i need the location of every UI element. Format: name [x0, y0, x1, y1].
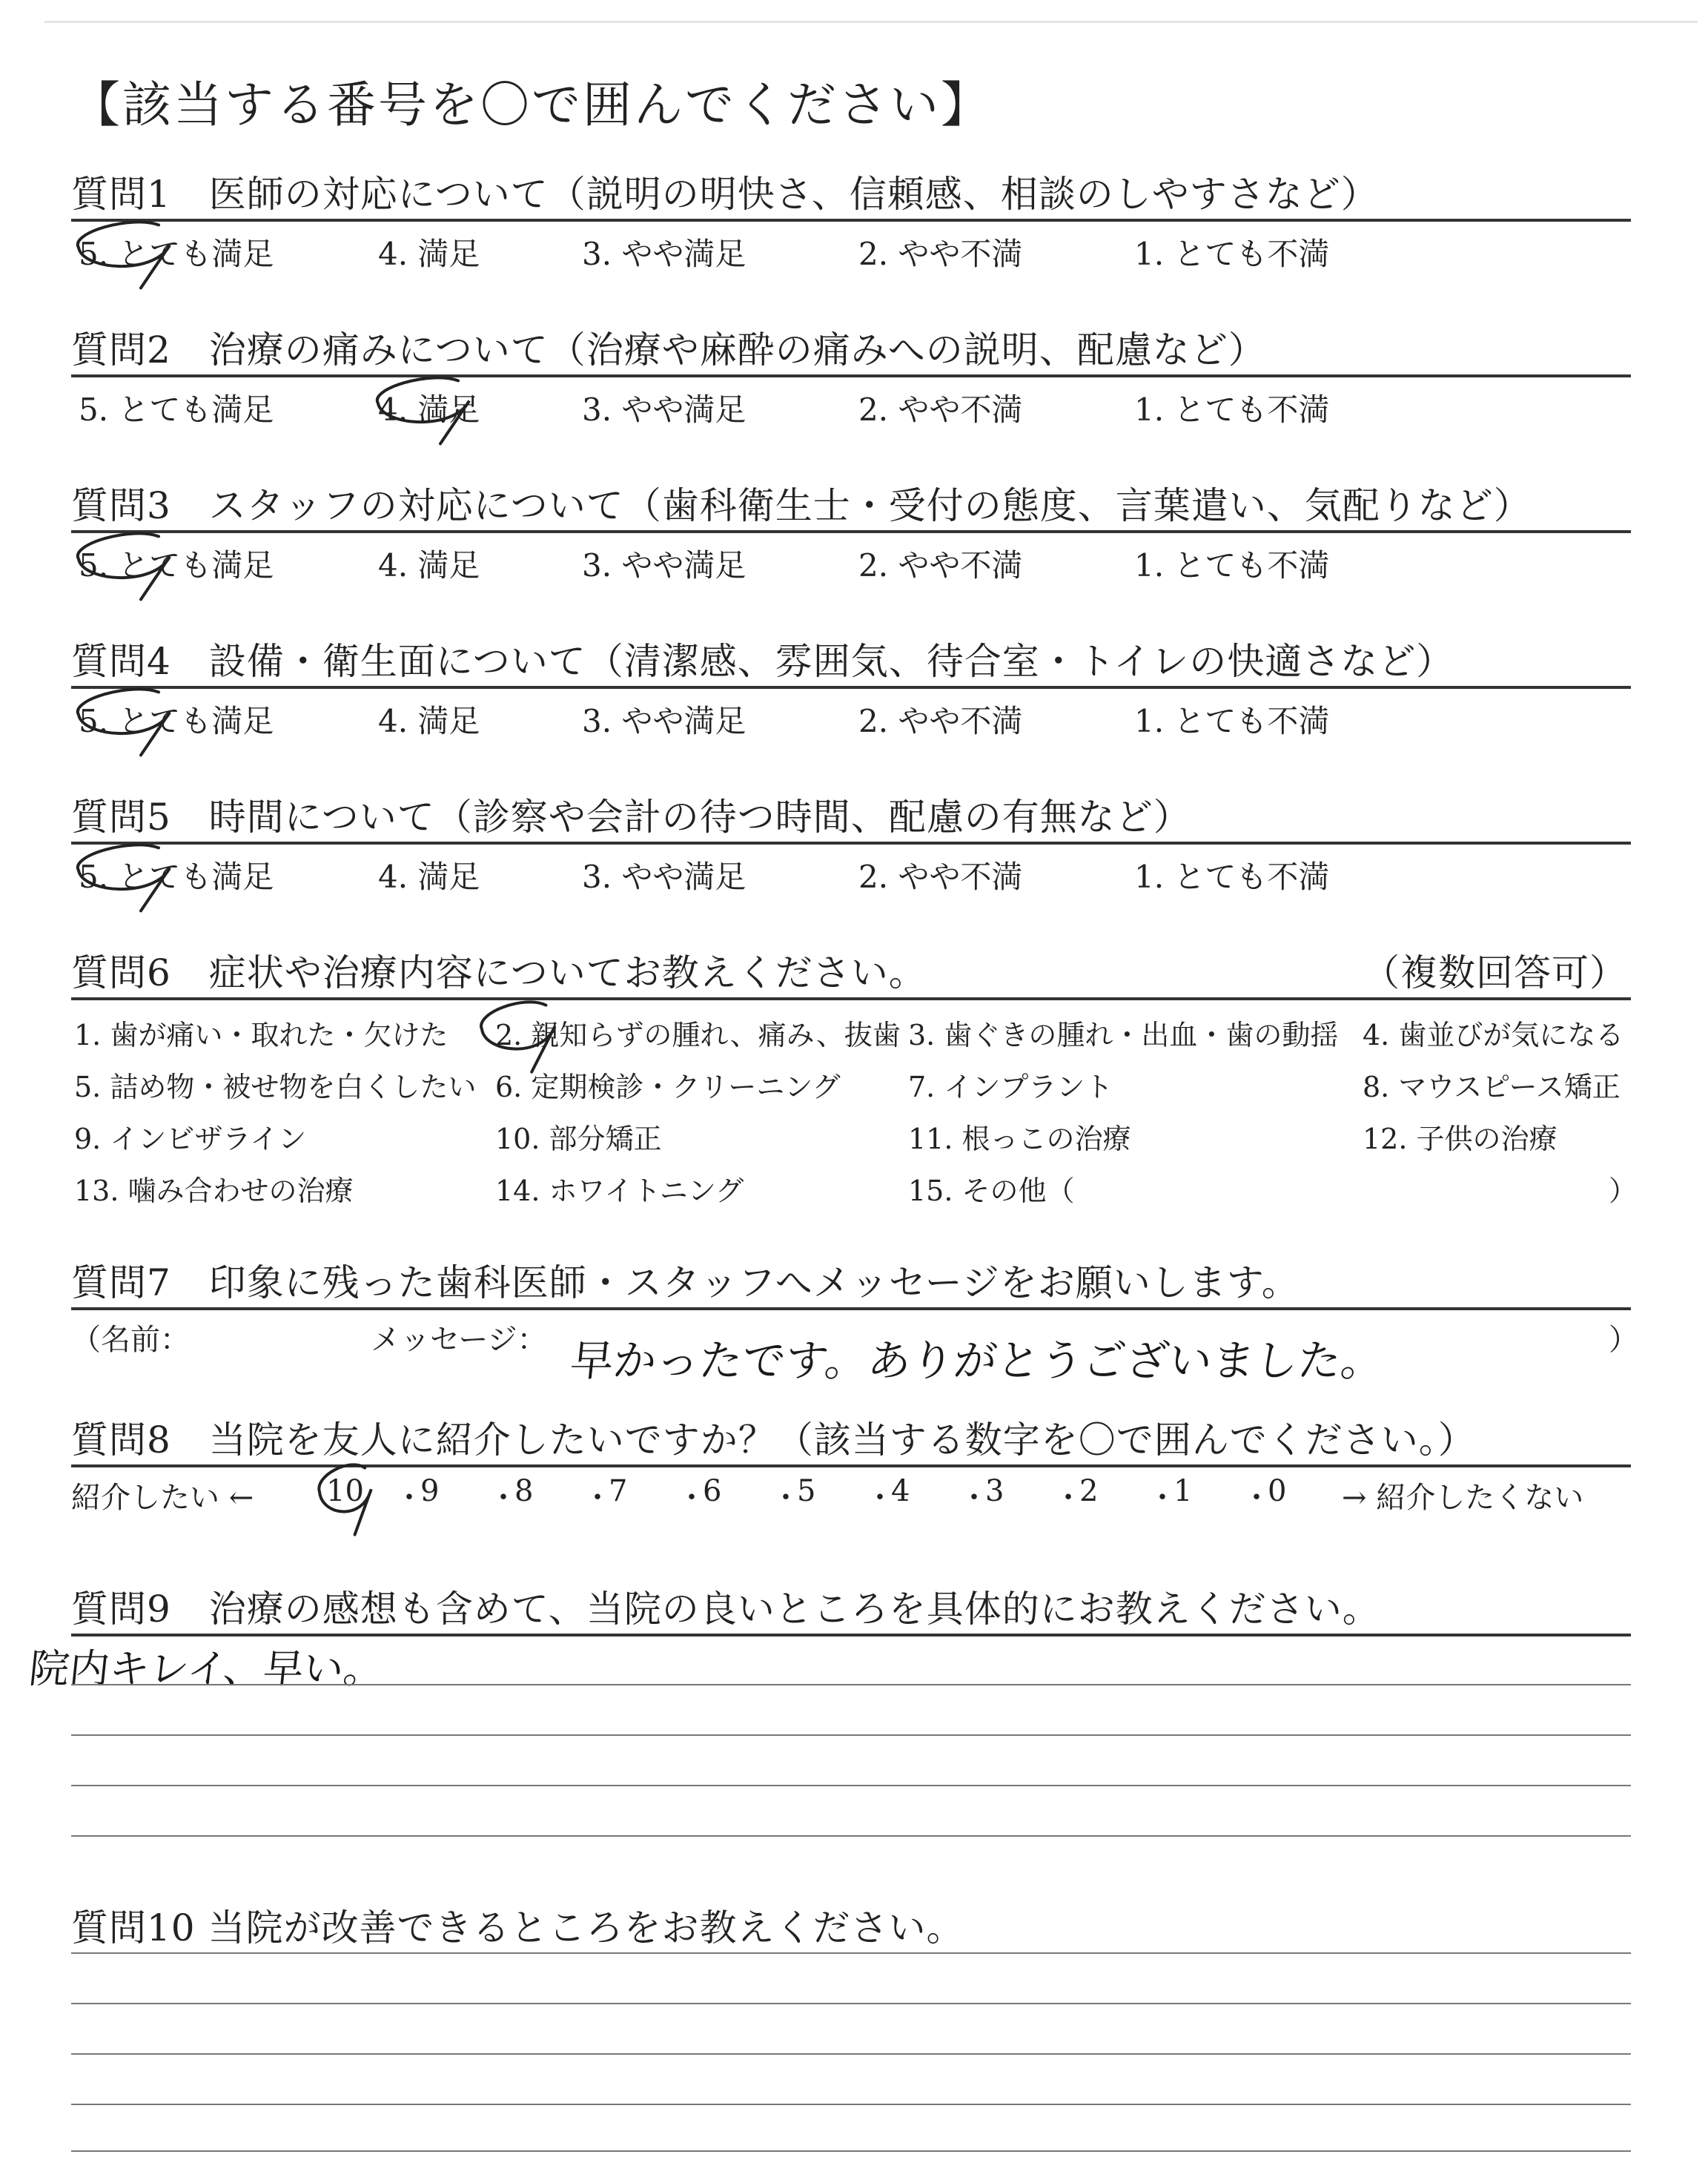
- q6-selected-circle: [481, 1002, 555, 1071]
- q8-scale-value[interactable]: 5: [797, 1474, 816, 1508]
- q8-scale-separator: ・: [865, 1481, 895, 1515]
- q6-option[interactable]: 6. 定期検診・クリーニング: [495, 1071, 841, 1103]
- q1-option[interactable]: 1. とても不満: [1134, 236, 1330, 272]
- q8-scale-separator: ・: [677, 1481, 706, 1515]
- q7-message-label: メッセージ：: [371, 1323, 547, 1357]
- q5-title: 質問5 時間について（診察や会計の待つ時間、配慮の有無など）: [71, 796, 1191, 839]
- q6-option[interactable]: 1. 歯が痛い・取れた・欠けた: [74, 1019, 448, 1051]
- q6-option[interactable]: 4. 歯並びが気になる: [1363, 1019, 1624, 1051]
- q4-option[interactable]: 5. とても満足: [79, 703, 274, 739]
- q8-scale-value[interactable]: 3: [985, 1474, 1004, 1508]
- q1-selected-circle: [78, 222, 170, 288]
- q3-option[interactable]: 5. とても満足: [79, 547, 274, 584]
- q8-scale-value[interactable]: 6: [703, 1474, 722, 1508]
- q7-title: 質問7 印象に残った歯科医師・スタッフへメッセージをお願いします。: [71, 1261, 1300, 1304]
- q4-selected-circle: [78, 689, 170, 755]
- q2-option[interactable]: 1. とても不満: [1134, 392, 1330, 428]
- q7-name-label: （名前：: [71, 1323, 190, 1357]
- q6-option[interactable]: 15. その他（: [908, 1175, 1075, 1207]
- q6-option[interactable]: 5. 詰め物・被せ物を白くしたい: [74, 1071, 477, 1103]
- q8-scale-separator: ・: [583, 1481, 612, 1515]
- q5-option[interactable]: 3. やや満足: [582, 859, 747, 895]
- q7-close-paren: ）: [1609, 1323, 1638, 1357]
- q8-scale-value[interactable]: 0: [1268, 1474, 1287, 1508]
- q9-title: 質問9 治療の感想も含めて、当院の良いところを具体的にお教えください。: [71, 1588, 1380, 1631]
- q3-option[interactable]: 4. 満足: [378, 547, 480, 584]
- q2-option[interactable]: 4. 満足: [378, 392, 480, 428]
- q8-scale-separator: ・: [489, 1481, 518, 1515]
- q2-option[interactable]: 2. やや不満: [858, 392, 1023, 428]
- q3-option[interactable]: 3. やや満足: [582, 547, 747, 584]
- q6-option[interactable]: 9. インビザライン: [74, 1123, 307, 1155]
- form-heading: 【該当する番号を〇で囲んでください】: [71, 76, 992, 133]
- q6-option[interactable]: 10. 部分矯正: [495, 1123, 662, 1155]
- q1-title: 質問1 医師の対応について（説明の明快さ、信頼感、相談のしやすさなど）: [71, 173, 1379, 216]
- q2-option[interactable]: 5. とても満足: [79, 392, 274, 428]
- q8-selected-circle: [319, 1464, 371, 1534]
- q1-option[interactable]: 2. やや不満: [858, 236, 1023, 272]
- q6-option[interactable]: 14. ホワイトニング: [495, 1175, 744, 1207]
- q6-note: （複数回答可）: [1363, 951, 1627, 994]
- q8-left-label: 紹介したい ←: [71, 1481, 254, 1515]
- q4-option[interactable]: 4. 満足: [378, 703, 480, 739]
- q5-option[interactable]: 2. やや不満: [858, 859, 1023, 895]
- q8-right-label: → 紹介したくない: [1342, 1481, 1584, 1515]
- q7-message-handwritten: 早かったです。ありがとうございました。: [567, 1335, 1387, 1386]
- q3-selected-circle: [78, 533, 170, 599]
- q8-scale-separator: ・: [1242, 1481, 1271, 1515]
- q3-option[interactable]: 2. やや不満: [858, 547, 1023, 584]
- q8-scale-value[interactable]: 2: [1079, 1474, 1099, 1508]
- q6-option[interactable]: 2. 親知らずの腫れ、痛み、抜歯: [495, 1019, 901, 1051]
- q4-option[interactable]: 1. とても不満: [1134, 703, 1330, 739]
- q2-title: 質問2 治療の痛みについて（治療や麻酔の痛みへの説明、配慮など）: [71, 328, 1266, 371]
- q1-option[interactable]: 5. とても満足: [79, 236, 274, 272]
- q5-selected-circle: [78, 845, 170, 911]
- q10-title: 質問10 当院が改善できるところをお教えください。: [71, 1906, 964, 1949]
- q3-title: 質問3 スタッフの対応について（歯科衛生士・受付の態度、言葉遣い、気配りなど）: [71, 484, 1532, 527]
- q5-option[interactable]: 4. 満足: [378, 859, 480, 895]
- q6-option[interactable]: 3. 歯ぐきの腫れ・出血・歯の動揺: [908, 1019, 1339, 1051]
- q5-option[interactable]: 1. とても不満: [1134, 859, 1330, 895]
- q8-scale-value[interactable]: 4: [891, 1474, 910, 1508]
- q2-option[interactable]: 3. やや満足: [582, 392, 747, 428]
- q8-scale-value[interactable]: 7: [609, 1474, 628, 1508]
- q5-option[interactable]: 5. とても満足: [79, 859, 274, 895]
- q1-option[interactable]: 3. やや満足: [582, 236, 747, 272]
- q4-option[interactable]: 3. やや満足: [582, 703, 747, 739]
- q8-scale-separator: ・: [1053, 1481, 1083, 1515]
- q8-scale-separator: ・: [394, 1481, 424, 1515]
- q6-other-close-paren: ）: [1609, 1175, 1638, 1207]
- q4-option[interactable]: 2. やや不満: [858, 703, 1023, 739]
- q6-option[interactable]: 13. 噛み合わせの治療: [74, 1175, 354, 1207]
- q8-scale-value[interactable]: 8: [514, 1474, 534, 1508]
- q6-title: 質問6 症状や治療内容についてお教えください。: [71, 951, 927, 994]
- q6-option[interactable]: 8. マウスピース矯正: [1363, 1071, 1621, 1103]
- q6-option[interactable]: 7. インプラント: [908, 1071, 1113, 1103]
- q8-scale-separator: ・: [959, 1481, 989, 1515]
- q6-option[interactable]: 12. 子供の治療: [1363, 1123, 1558, 1155]
- q3-option[interactable]: 1. とても不満: [1134, 547, 1330, 584]
- q8-title: 質問8 当院を友人に紹介したいですか？（該当する数字を〇で囲んでください。）: [71, 1418, 1476, 1462]
- q8-scale-separator: ・: [771, 1481, 801, 1515]
- q1-option[interactable]: 4. 満足: [378, 236, 480, 272]
- q6-option[interactable]: 11. 根っこの治療: [908, 1123, 1131, 1155]
- q8-scale-value[interactable]: 9: [420, 1474, 440, 1508]
- q8-scale-value[interactable]: 1: [1174, 1474, 1193, 1508]
- q4-title: 質問4 設備・衛生面について（清潔感、雰囲気、待合室・トイレの快適さなど）: [71, 640, 1454, 683]
- q8-scale-value[interactable]: 10: [326, 1474, 364, 1508]
- q2-selected-circle: [377, 377, 469, 443]
- q8-scale-separator: ・: [1148, 1481, 1177, 1515]
- q9-answer-handwritten: 院内キレイ、早い。: [27, 1645, 386, 1692]
